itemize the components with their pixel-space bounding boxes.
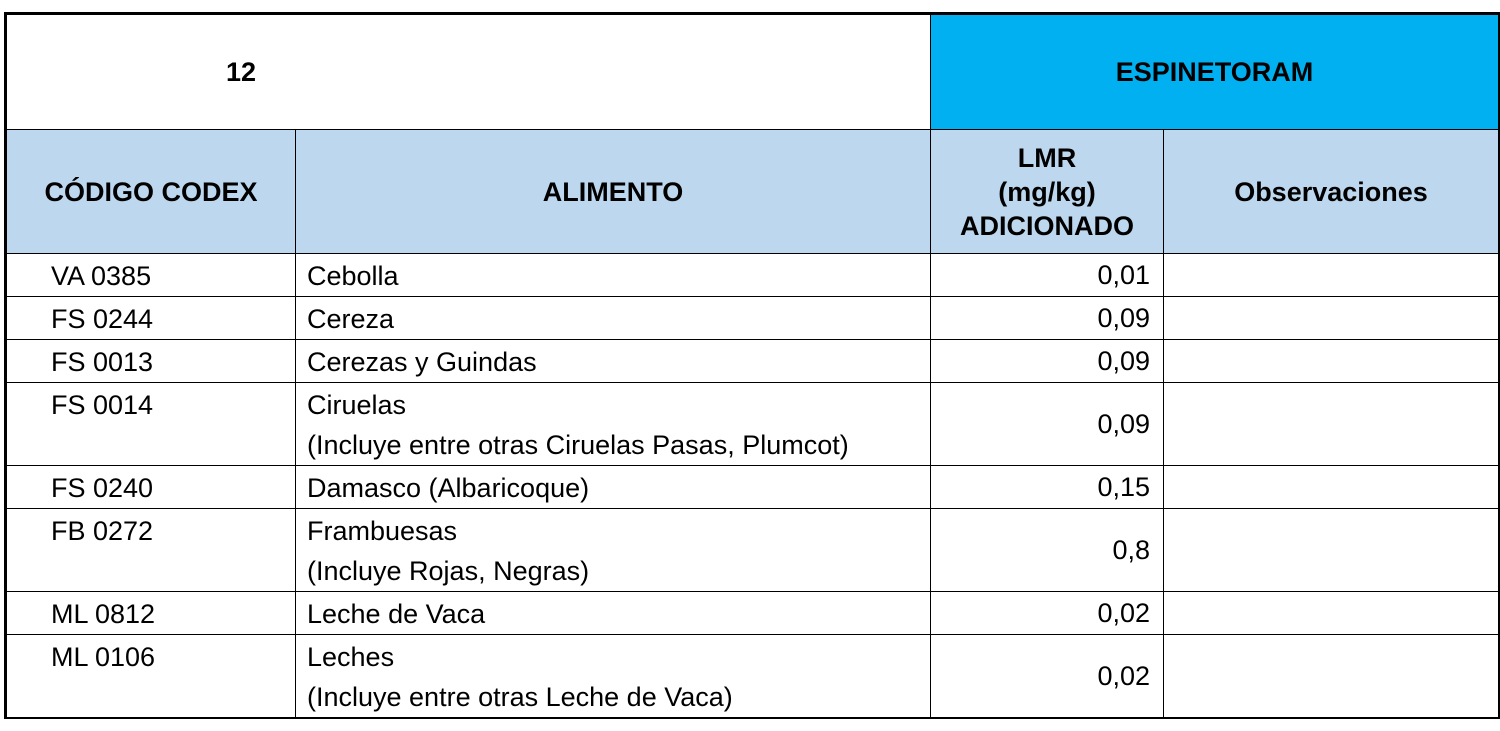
- code-cell: FS 0240: [6, 466, 296, 509]
- table-number-cell: [6, 14, 931, 130]
- food-note: (Incluye entre otras Ciruelas Pasas, Plumcot): [307, 430, 849, 460]
- observations-cell: [1164, 509, 1500, 592]
- table-number: 12: [226, 56, 257, 87]
- code-cell: FS 0014: [6, 383, 296, 466]
- table-row: [6, 592, 1500, 635]
- food-name: Leche de Vaca: [307, 599, 486, 629]
- observations-cell: [1164, 297, 1500, 340]
- table-row: [6, 297, 1500, 340]
- observations-cell: [1164, 254, 1500, 297]
- observations-cell: [1164, 383, 1500, 466]
- code-cell: VA 0385: [6, 254, 296, 297]
- mrl-table: [4, 12, 1500, 719]
- food-name: Cerezas y Guindas: [307, 347, 537, 377]
- table-row: [6, 340, 1500, 383]
- table-title-row: [6, 14, 1500, 130]
- food-name: Ciruelas: [307, 390, 407, 420]
- substance-title: ESPINETORAM: [931, 14, 1500, 130]
- observations-cell: [1164, 466, 1500, 509]
- lmr-value-cell: 0,09: [931, 383, 1164, 466]
- observations-cell: [1164, 340, 1500, 383]
- food-cell: [296, 509, 931, 592]
- column-header-code: CÓDIGO CODEX: [6, 130, 296, 254]
- column-header-row: [6, 130, 1500, 254]
- table-row: [6, 254, 1500, 297]
- code-cell: FS 0244: [6, 297, 296, 340]
- lmr-value-cell: 0,02: [931, 635, 1164, 719]
- food-name: Damasco (Albaricoque): [307, 473, 590, 503]
- code-cell: ML 0106: [6, 635, 296, 719]
- column-header-food: ALIMENTO: [296, 130, 931, 254]
- food-cell: [296, 592, 931, 635]
- lmr-value-cell: 0,8: [931, 509, 1164, 592]
- food-cell: [296, 635, 931, 719]
- table-row: [6, 466, 1500, 509]
- table-row: [6, 383, 1500, 466]
- food-name: Frambuesas: [307, 516, 458, 546]
- column-header-lmr-line3: ADICIONADO: [960, 210, 1134, 241]
- lmr-value-cell: 0,02: [931, 592, 1164, 635]
- food-cell: [296, 297, 931, 340]
- column-header-lmr-line1: LMR: [1017, 142, 1077, 173]
- observations-cell: [1164, 592, 1500, 635]
- lmr-value-cell: 0,01: [931, 254, 1164, 297]
- food-name: Cereza: [307, 304, 395, 334]
- food-note: (Incluye entre otras Leche de Vaca): [307, 682, 733, 712]
- code-cell: FB 0272: [6, 509, 296, 592]
- food-cell: [296, 254, 931, 297]
- column-header-observations: Observaciones: [1164, 130, 1500, 254]
- code-cell: FS 0013: [6, 340, 296, 383]
- column-header-lmr: [931, 130, 1164, 254]
- food-note: (Incluye Rojas, Negras): [307, 556, 590, 586]
- lmr-value-cell: 0,15: [931, 466, 1164, 509]
- food-cell: [296, 340, 931, 383]
- table-row: [6, 635, 1500, 719]
- observations-cell: [1164, 635, 1500, 719]
- table-row: [6, 509, 1500, 592]
- food-cell: [296, 466, 931, 509]
- lmr-value-cell: 0,09: [931, 297, 1164, 340]
- code-cell: ML 0812: [6, 592, 296, 635]
- food-name: Cebolla: [307, 261, 399, 291]
- lmr-value-cell: 0,09: [931, 340, 1164, 383]
- food-name: Leches: [307, 642, 395, 672]
- column-header-lmr-line2: (mg/kg): [998, 176, 1096, 207]
- food-cell: [296, 383, 931, 466]
